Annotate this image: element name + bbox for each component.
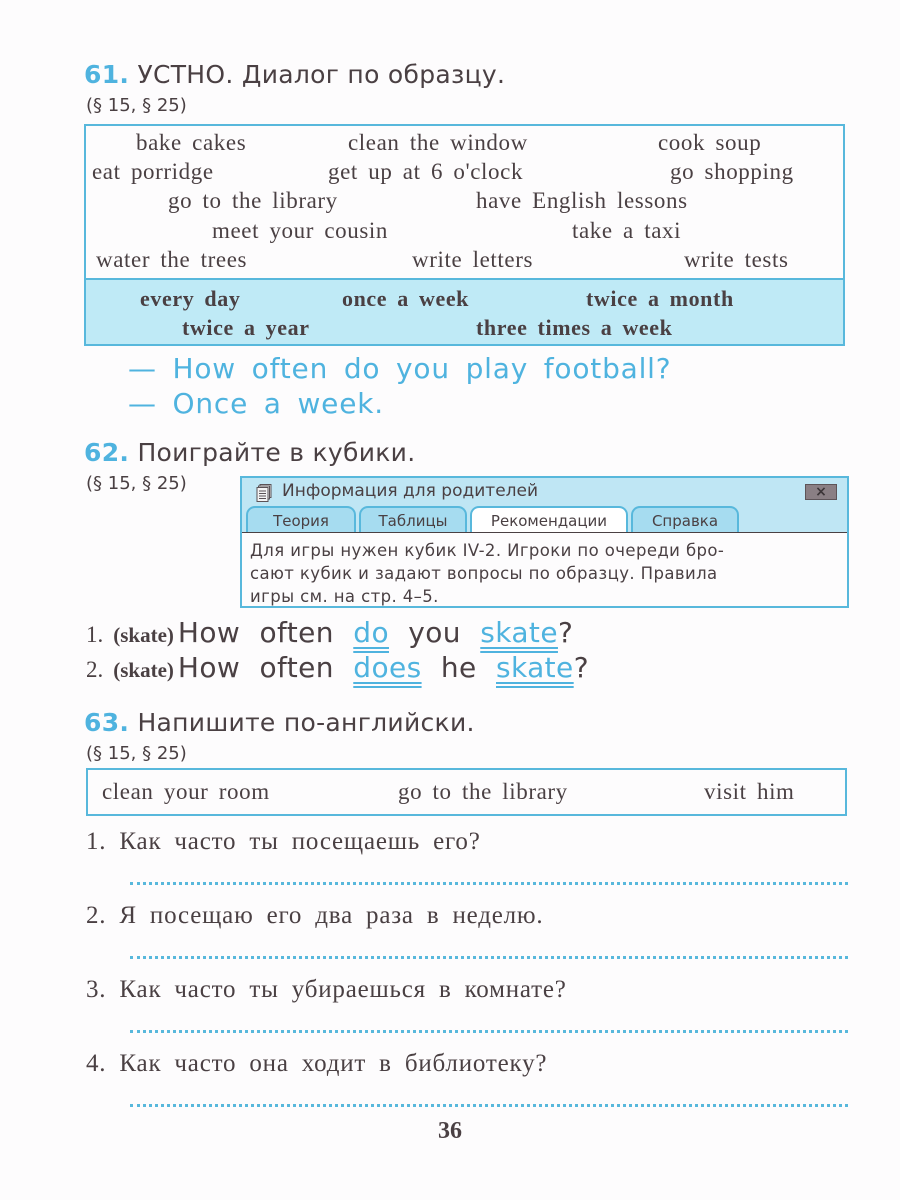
exercise-title: Напишите по-английски. (137, 708, 475, 737)
exercise-number: 63. (84, 708, 130, 737)
dialog-question: — How often do you play football? (128, 352, 672, 385)
exercise-number: 61. (84, 60, 130, 89)
phrase: cook soup (658, 130, 762, 155)
phrase: clean your room (102, 779, 270, 804)
exercise-62-heading (84, 438, 415, 467)
info-body (242, 532, 847, 606)
phrase: meet your cousin (212, 218, 389, 243)
parents-info-window (240, 476, 849, 608)
dialog-answer: — Once a week. (128, 387, 384, 420)
exercise-reference: (§ 15, § 25) (86, 95, 187, 116)
tab-theory[interactable]: Теория (246, 506, 356, 532)
phrase-box (86, 768, 847, 816)
task-item: 2. Я посещаю его два раза в неделю. (86, 902, 544, 929)
item-number: 1. (86, 622, 104, 647)
phrase: water the trees (96, 247, 248, 272)
info-text-line: сают кубик и задают вопросы по образцу. Правила (250, 564, 718, 583)
page-number: 36 (438, 1118, 462, 1144)
phrase: go shopping (670, 159, 794, 184)
exercise-title: Поиграйте в кубики. (137, 438, 416, 467)
tab-tables[interactable]: Таблицы (359, 506, 467, 532)
question-mark: ? (573, 651, 589, 684)
frequency-phrase: once a week (342, 286, 470, 311)
phrase: visit him (704, 779, 795, 804)
exercise-number: 62. (84, 438, 130, 467)
filled-verb: skate (496, 651, 574, 684)
answer-line (86, 616, 573, 649)
phrase: write tests (684, 247, 789, 272)
question-start: How often (177, 616, 334, 649)
answer-write-line[interactable] (130, 1104, 848, 1107)
answer-write-line[interactable] (130, 956, 848, 959)
question-subject: you (408, 616, 461, 649)
phrase: bake cakes (136, 130, 247, 155)
exercise-63-heading (84, 708, 475, 737)
frequency-phrase: twice a year (182, 315, 310, 340)
phrase: have English lessons (476, 188, 688, 213)
question-subject: he (440, 651, 477, 684)
info-text-line: игры см. на стр. 4–5. (250, 587, 439, 606)
exercise-61-heading (84, 60, 505, 89)
document-stack-icon (256, 484, 272, 502)
frequency-phrase: twice a month (586, 286, 734, 311)
phrase: get up at 6 o'clock (328, 159, 524, 184)
task-item: 4. Как часто она ходит в библиотеку? (86, 1050, 548, 1077)
question-mark: ? (557, 616, 574, 649)
phrase-box (84, 124, 845, 346)
verb-hint: (skate) (113, 623, 174, 647)
window-title: Информация для родителей (282, 481, 539, 501)
frequency-band (86, 278, 843, 344)
exercise-reference: (§ 15, § 25) (86, 743, 187, 764)
exercise-title: УСТНО. Диалог по образцу. (137, 60, 506, 89)
answer-write-line[interactable] (130, 1030, 848, 1033)
filled-verb: skate (480, 616, 558, 649)
phrase: write letters (412, 247, 534, 272)
phrase: clean the window (348, 130, 528, 155)
phrase: eat porridge (92, 159, 214, 184)
info-text-line: Для игры нужен кубик IV-2. Игроки по очереди бро- (250, 541, 725, 560)
verb-hint: (skate) (113, 658, 174, 682)
task-item: 1. Как часто ты посещаешь его? (86, 828, 481, 855)
phrase: go to the library (398, 779, 568, 804)
frequency-phrase: every day (140, 286, 241, 311)
phrase: go to the library (168, 188, 338, 213)
item-number: 2. (86, 657, 104, 682)
exercise-reference: (§ 15, § 25) (86, 473, 187, 494)
question-start: How often (177, 651, 334, 684)
frequency-phrase: three times a week (476, 315, 673, 340)
filled-auxiliary: does (353, 651, 422, 684)
answer-line (86, 651, 589, 684)
phrase: take a taxi (572, 218, 682, 243)
task-item: 3. Как часто ты убираешься в комнате? (86, 976, 567, 1003)
filled-auxiliary: do (353, 616, 389, 649)
tab-recommendations[interactable]: Рекомендации (470, 506, 628, 532)
answer-write-line[interactable] (130, 882, 848, 885)
tab-help[interactable]: Справка (631, 506, 739, 532)
close-button[interactable]: × (805, 484, 837, 500)
